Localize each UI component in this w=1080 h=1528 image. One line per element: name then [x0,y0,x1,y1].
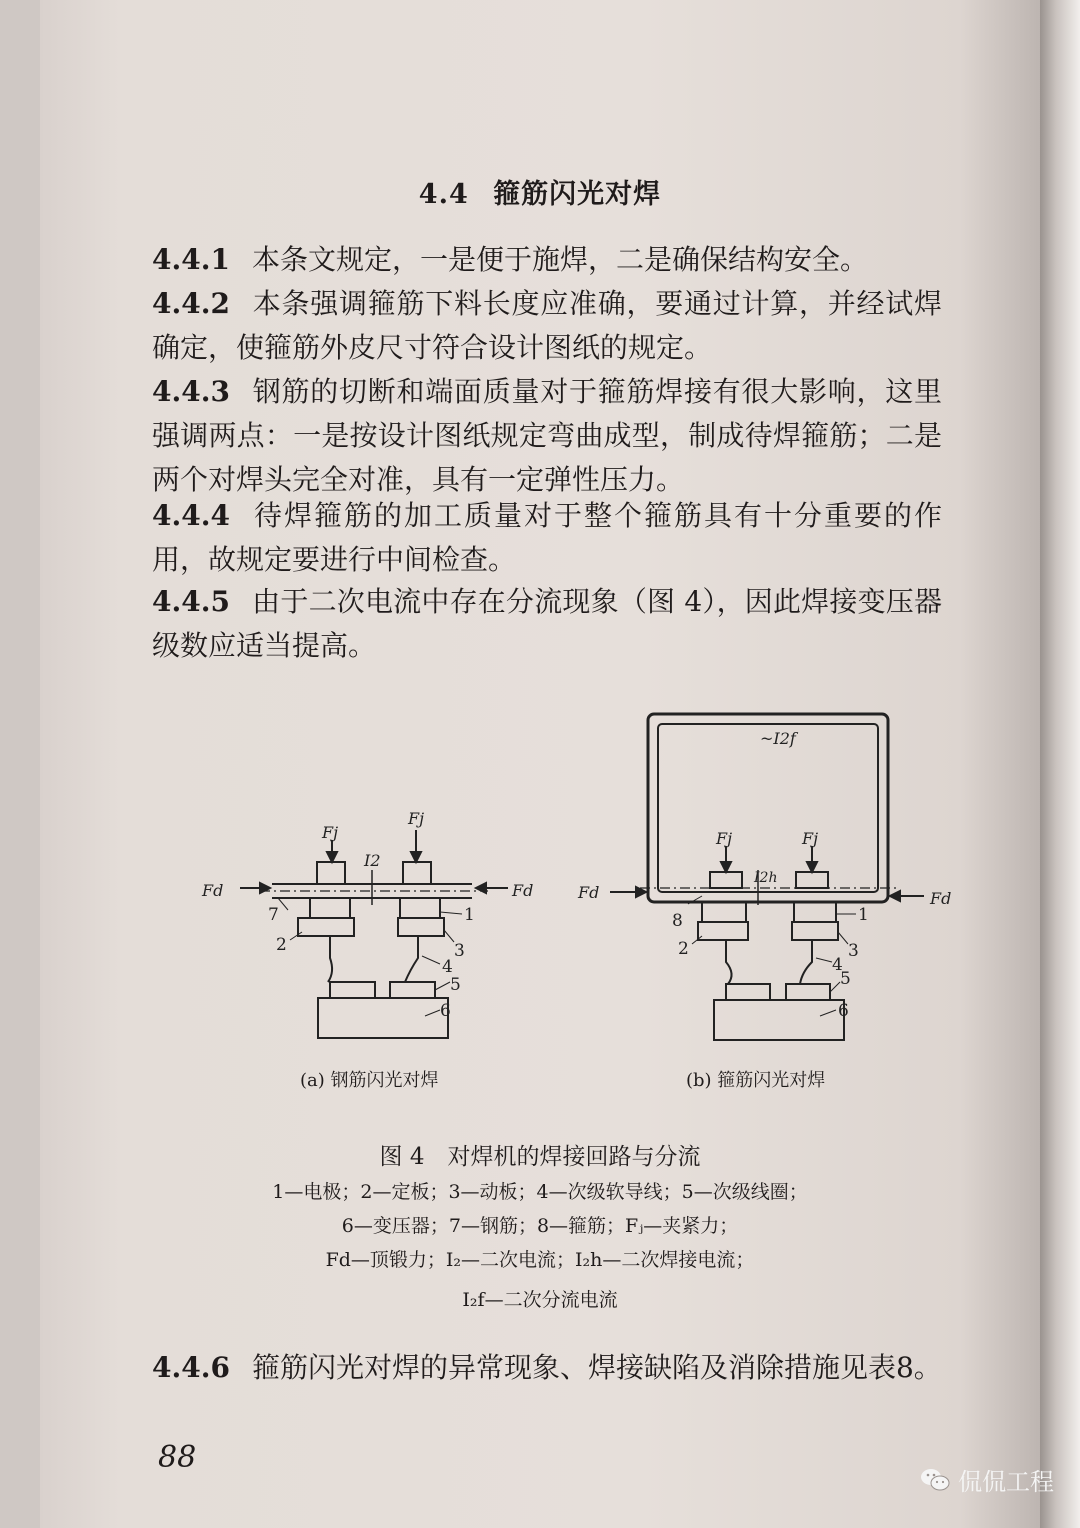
clamp-right-top-b [796,872,828,888]
paragraph-4-4-4 [152,494,942,582]
clause-text: 本条强调箍筋下料长度应准确，要通过计算，并经试焊确定，使箍筋外皮尺寸符合设计图纸的规定。 [152,287,942,364]
moving-plate [398,918,444,936]
leader-1 [440,912,462,914]
clause-text: 箍筋闪光对焊的异常现象、焊接缺陷及消除措施见表8。 [251,1351,942,1384]
leader-5-b [830,982,840,992]
clause-text: 由于二次电流中存在分流现象（图 4），因此焊接变压器级数应适当提高。 [152,585,942,662]
secondary-lead-left [328,936,332,982]
secondary-coil-left [330,982,375,998]
label-fd-left-b: Fd [578,883,600,902]
label-fd-right-b: Fd [930,889,952,908]
clause-number: 4.4.3 [152,375,230,408]
secondary-lead-right-b [800,940,812,984]
paragraph-4-4-3 [152,370,942,502]
clause-number: 4.4.4 [152,499,230,532]
clause-number: 4.4.1 [152,243,230,276]
wechat-watermark [920,1462,1054,1497]
label-4-b: 4 [832,955,843,975]
paragraph-4-4-5 [152,580,942,668]
leader-6 [425,1010,440,1016]
moving-plate-b [792,922,838,940]
paragraph-4-4-2 [152,282,942,370]
arrowhead [721,862,731,872]
secondary-lead-right [405,936,418,982]
arrowhead [807,862,817,872]
label-fd-left: Fd [202,881,224,900]
figure-legend-line-3: Fd—顶锻力；I₂—二次电流；I₂h—二次焊接电流； [325,1249,755,1271]
figure-title: 图 4 对焊机的焊接回路与分流 [379,1144,701,1170]
diagram-b [577,714,951,1040]
label-1-b: 1 [858,905,869,925]
transformer-b [714,1000,844,1040]
secondary-lead-left-b [726,940,732,984]
section-title [0,172,1080,211]
label-i2: I2 [364,851,381,870]
label-7: 7 [268,905,279,925]
leader-7 [278,898,288,910]
fixed-plate-b [698,922,748,940]
clause-number: 4.4.5 [152,585,230,618]
figure-caption-b: (b) 箍筋闪光对焊 [686,1070,826,1091]
label-fj-right: Fj [408,809,425,828]
label-1: 1 [464,905,475,925]
fixed-plate [298,918,354,936]
wechat-icon [920,1467,950,1493]
leader-4 [422,956,440,964]
label-fj-left-b: Fj [716,829,733,848]
label-3: 3 [454,941,465,961]
label-fj-right-b: Fj [802,829,819,848]
stirrup-inner [658,724,878,892]
label-5-b: 5 [840,969,851,989]
label-6: 6 [440,1001,451,1021]
secondary-coil-right-b [786,984,830,1000]
clause-text: 本条文规定，一是便于施焊，二是确保结构安全。 [251,243,868,276]
diagram-a [201,809,533,1038]
arrowhead [476,883,486,893]
clamp-left-top [317,862,345,884]
leader-3-b [838,932,848,944]
figure-legend-line-1: 1—电极；2—定板；3—动板；4—次级软导线；5—次级线圈； [272,1181,808,1203]
secondary-coil-right [390,982,435,998]
label-fd-right: Fd [512,881,534,900]
section-number: 4.4 [418,179,469,210]
figure-caption-a: (a) 钢筋闪光对焊 [300,1070,439,1091]
clamp-left-top-b [710,872,742,888]
leader-4-b [816,958,832,962]
page-number: 88 [158,1440,197,1475]
section-title-text: 箍筋闪光对焊 [493,179,662,210]
label-2: 2 [276,935,287,955]
secondary-coil-left-b [726,984,770,1000]
leader-3 [444,930,454,942]
electrode-right-b [794,902,836,922]
clause-number: 4.4.6 [152,1351,230,1384]
label-i2f: ~I2f [760,729,796,748]
transformer-a [318,998,448,1038]
label-8-b: 8 [672,911,683,931]
label-6-b: 6 [838,1001,849,1021]
label-5: 5 [450,975,461,995]
label-i2h: I2h [754,870,778,886]
label-fj-left: Fj [322,823,339,842]
arrowhead [890,891,900,901]
paragraph-4-4-6 [152,1346,942,1390]
figure-legend-line-4: I₂f—二次分流电流 [462,1289,618,1311]
arrowhead [411,852,421,862]
clause-text: 钢筋的切断和端面质量对于箍筋焊接有很大影响，这里强调两点：一是按设计图纸规定弯曲成型，制成待焊箍筋；二是两个对焊头完全对准，具有一定弹性压力。 [152,375,942,496]
arrowhead [327,852,337,862]
electrode-left [310,898,350,918]
electrode-left-b [702,902,746,922]
electrode-right [400,898,440,918]
label-4: 4 [442,957,453,977]
watermark-text: 侃侃工程 [958,1468,1054,1496]
paragraph-4-4-1 [152,238,942,282]
leader-5 [435,982,450,990]
clause-number: 4.4.2 [152,287,230,320]
figure-4-diagram [202,700,980,1060]
leader-6-b [820,1010,836,1016]
clamp-right-top [403,862,431,884]
clause-text: 待焊箍筋的加工质量对于整个箍筋具有十分重要的作用，故规定要进行中间检查。 [152,499,942,576]
label-2-b: 2 [678,939,689,959]
figure-legend-line-2: 6—变压器；7—钢筋；8—箍筋；Fⱼ—夹紧力； [341,1215,739,1237]
label-3-b: 3 [848,941,859,961]
